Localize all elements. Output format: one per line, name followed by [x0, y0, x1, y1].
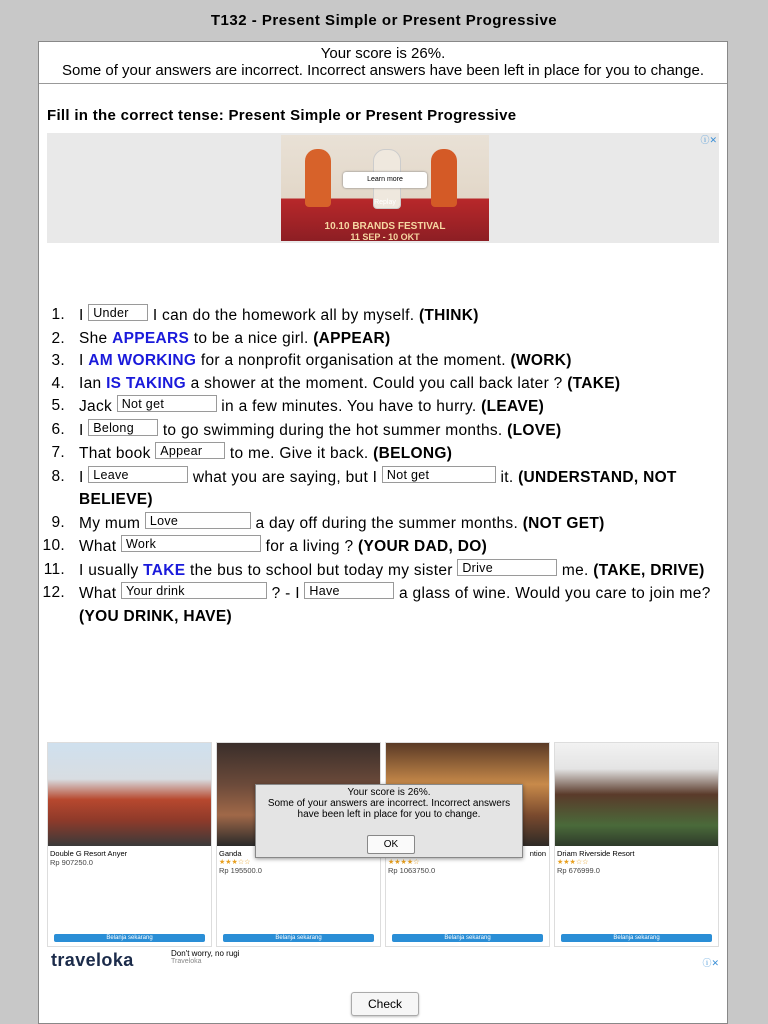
answer-input[interactable]: Belong	[88, 419, 158, 436]
hotel-name[interactable]: Double G Resort Anyer	[50, 849, 128, 858]
adchoices-icon[interactable]: ⓘ✕	[700, 135, 717, 145]
verb-hint: (NOT GET)	[522, 514, 605, 532]
answer-input[interactable]: Under	[88, 304, 148, 321]
question-text: for a nonprofit organisation at the moment.	[200, 352, 506, 369]
verb-hint: (YOU DRINK, HAVE)	[79, 607, 232, 625]
question-number: 5.	[51, 397, 65, 414]
question-item	[39, 373, 729, 396]
hotel-price: Rp 676999.0	[557, 866, 600, 875]
star-rating: ★★★☆☆	[557, 859, 589, 866]
hotel-photo[interactable]	[555, 743, 718, 846]
instructions: Fill in the correct tense: Present Simple or Present Progressive	[47, 107, 517, 124]
verb-hint: (BELONG)	[373, 445, 453, 462]
adchoices-icon[interactable]: ⓘ✕	[702, 958, 719, 968]
question-number: 3.	[51, 352, 65, 369]
question-text: What	[79, 538, 117, 555]
dialog-message: Some of your answers are incorrect. Incorrect answers have been left in place for you to change.	[267, 798, 511, 820]
question-item	[39, 535, 729, 559]
question-text: to go swimming during the hot summer months.	[162, 421, 503, 439]
question-number: 8.	[51, 467, 65, 485]
hotel-card[interactable]	[47, 742, 212, 947]
question-text: what you are saying, but I	[192, 468, 378, 486]
exercise-card	[38, 41, 728, 1024]
shop-now-button[interactable]: Belanja sekarang	[392, 934, 543, 942]
score-message: Some of your answers are incorrect. Incorrect answers have been left in place for you to change.	[62, 62, 704, 79]
answer-input[interactable]: Love	[145, 512, 251, 529]
dialog-score: Your score is 26%.	[347, 787, 431, 798]
hotel-card[interactable]	[554, 742, 719, 947]
question-text: Jack	[79, 398, 113, 415]
verb-hint: (WORK)	[510, 352, 572, 369]
question-number: 4.	[51, 374, 65, 392]
question-text: for a living ?	[265, 538, 354, 555]
check-button[interactable]: Check	[351, 992, 419, 1016]
ad-festival-text: 10.10 BRANDS FESTIVAL	[324, 221, 446, 232]
hotel-price: Rp 1063750.0	[388, 866, 436, 875]
verb-hint: (YOUR DAD, DO)	[358, 538, 488, 555]
question-text: I	[79, 352, 84, 369]
traveloka-logo[interactable]: traveloka	[51, 950, 134, 970]
question-number: 1.	[51, 306, 65, 323]
ad-tagline: Don't worry, no rugi	[171, 949, 240, 958]
correct-answer: IS TAKING	[106, 374, 186, 392]
question-item	[39, 395, 729, 419]
hotel-price: Rp 907250.0	[50, 858, 93, 867]
ad-dates-text: 11 SEP - 10 OKT	[350, 232, 420, 241]
question-number: 6.	[51, 420, 65, 438]
verb-hint: (UNDERSTAND, NOT BELIEVE)	[79, 468, 677, 508]
answer-input[interactable]: Leave	[88, 466, 188, 483]
question-text: me.	[561, 561, 589, 579]
correct-answer: APPEARS	[112, 329, 190, 347]
verb-hint: (TAKE)	[567, 374, 621, 392]
ad-image[interactable]	[281, 135, 489, 241]
correct-answer: AM WORKING	[88, 352, 197, 369]
verb-hint: (THINK)	[418, 307, 479, 324]
star-rating: ★★★★☆	[388, 859, 420, 866]
shop-now-button[interactable]: Belanja sekarang	[54, 934, 205, 942]
question-text: to be a nice girl.	[193, 329, 309, 347]
shop-now-button[interactable]: Belanja sekarang	[561, 934, 712, 942]
question-text: I	[79, 421, 84, 439]
ad-advertiser: Traveloka	[171, 958, 202, 965]
question-text: I	[79, 468, 84, 486]
hotel-price: Rp 195500.0	[219, 866, 262, 875]
question-text: a glass of wine. Would you care to join me?	[399, 585, 711, 602]
answer-input[interactable]: Work	[121, 535, 261, 552]
answer-input[interactable]: Appear	[155, 442, 225, 459]
question-number: 10.	[42, 537, 65, 554]
page-title: T132 - Present Simple or Present Progressive	[210, 12, 558, 29]
score-box	[39, 42, 727, 84]
verb-hint: (LOVE)	[507, 421, 562, 439]
question-number: 12.	[42, 584, 65, 601]
question-text: Ian	[79, 374, 102, 392]
verb-hint: (APPEAR)	[313, 329, 391, 347]
question-text: a shower at the moment. Could you call back later ?	[190, 374, 563, 392]
question-text: My mum	[79, 514, 141, 532]
question-text: the bus to school but today my sister	[190, 561, 453, 579]
exercise-content	[39, 84, 727, 243]
question-item	[39, 328, 729, 351]
top-ad-banner[interactable]	[47, 133, 719, 243]
answer-input[interactable]: Not get	[117, 395, 217, 412]
question-text: ? - I	[271, 585, 300, 602]
question-number: 2.	[51, 329, 65, 347]
correct-answer: TAKE	[143, 561, 186, 579]
question-text: it.	[500, 468, 514, 486]
question-list	[39, 304, 729, 628]
question-item	[39, 419, 729, 443]
hotel-name[interactable]: Ganda	[219, 849, 242, 858]
question-item	[39, 304, 729, 328]
question-text: That book	[79, 445, 151, 462]
score-dialog	[255, 784, 523, 858]
question-text: in a few minutes. You have to hurry.	[221, 398, 477, 415]
question-item	[39, 466, 729, 512]
verb-hint: (LEAVE)	[481, 398, 545, 415]
replay-button[interactable]: Replay	[374, 199, 396, 206]
question-number: 7.	[51, 444, 65, 461]
answer-input[interactable]: Drive	[457, 559, 557, 576]
question-number: 11.	[43, 560, 65, 578]
question-text: I	[79, 307, 84, 324]
question-text: a day off during the summer months.	[255, 514, 519, 532]
question-item	[39, 442, 729, 466]
question-item	[39, 350, 729, 373]
hotel-name[interactable]: Driam Riverside Resort	[557, 849, 635, 858]
verb-hint: (TAKE, DRIVE)	[593, 561, 705, 579]
answer-input[interactable]: Not get	[382, 466, 496, 483]
learn-more-button[interactable]: Learn more	[343, 172, 427, 188]
hotel-photo[interactable]	[48, 743, 211, 846]
question-item	[39, 559, 729, 583]
star-rating: ★★★☆☆	[219, 859, 251, 866]
question-text: What	[79, 585, 117, 602]
question-text: She	[79, 329, 108, 347]
shop-now-button[interactable]: Belanja sekarang	[223, 934, 374, 942]
question-number: 9.	[51, 513, 65, 531]
question-text: to me. Give it back.	[229, 445, 369, 462]
question-item	[39, 512, 729, 536]
hotel-name-fragment: ntion	[529, 849, 546, 858]
ok-button[interactable]: OK	[367, 835, 415, 854]
score-line: Your score is 26%.	[320, 45, 446, 62]
answer-input[interactable]: Your drink	[121, 582, 267, 599]
answer-input[interactable]: Have	[304, 582, 394, 599]
question-item	[39, 582, 729, 628]
question-text: I can do the homework all by myself.	[152, 307, 415, 324]
question-text: I usually	[79, 561, 139, 579]
